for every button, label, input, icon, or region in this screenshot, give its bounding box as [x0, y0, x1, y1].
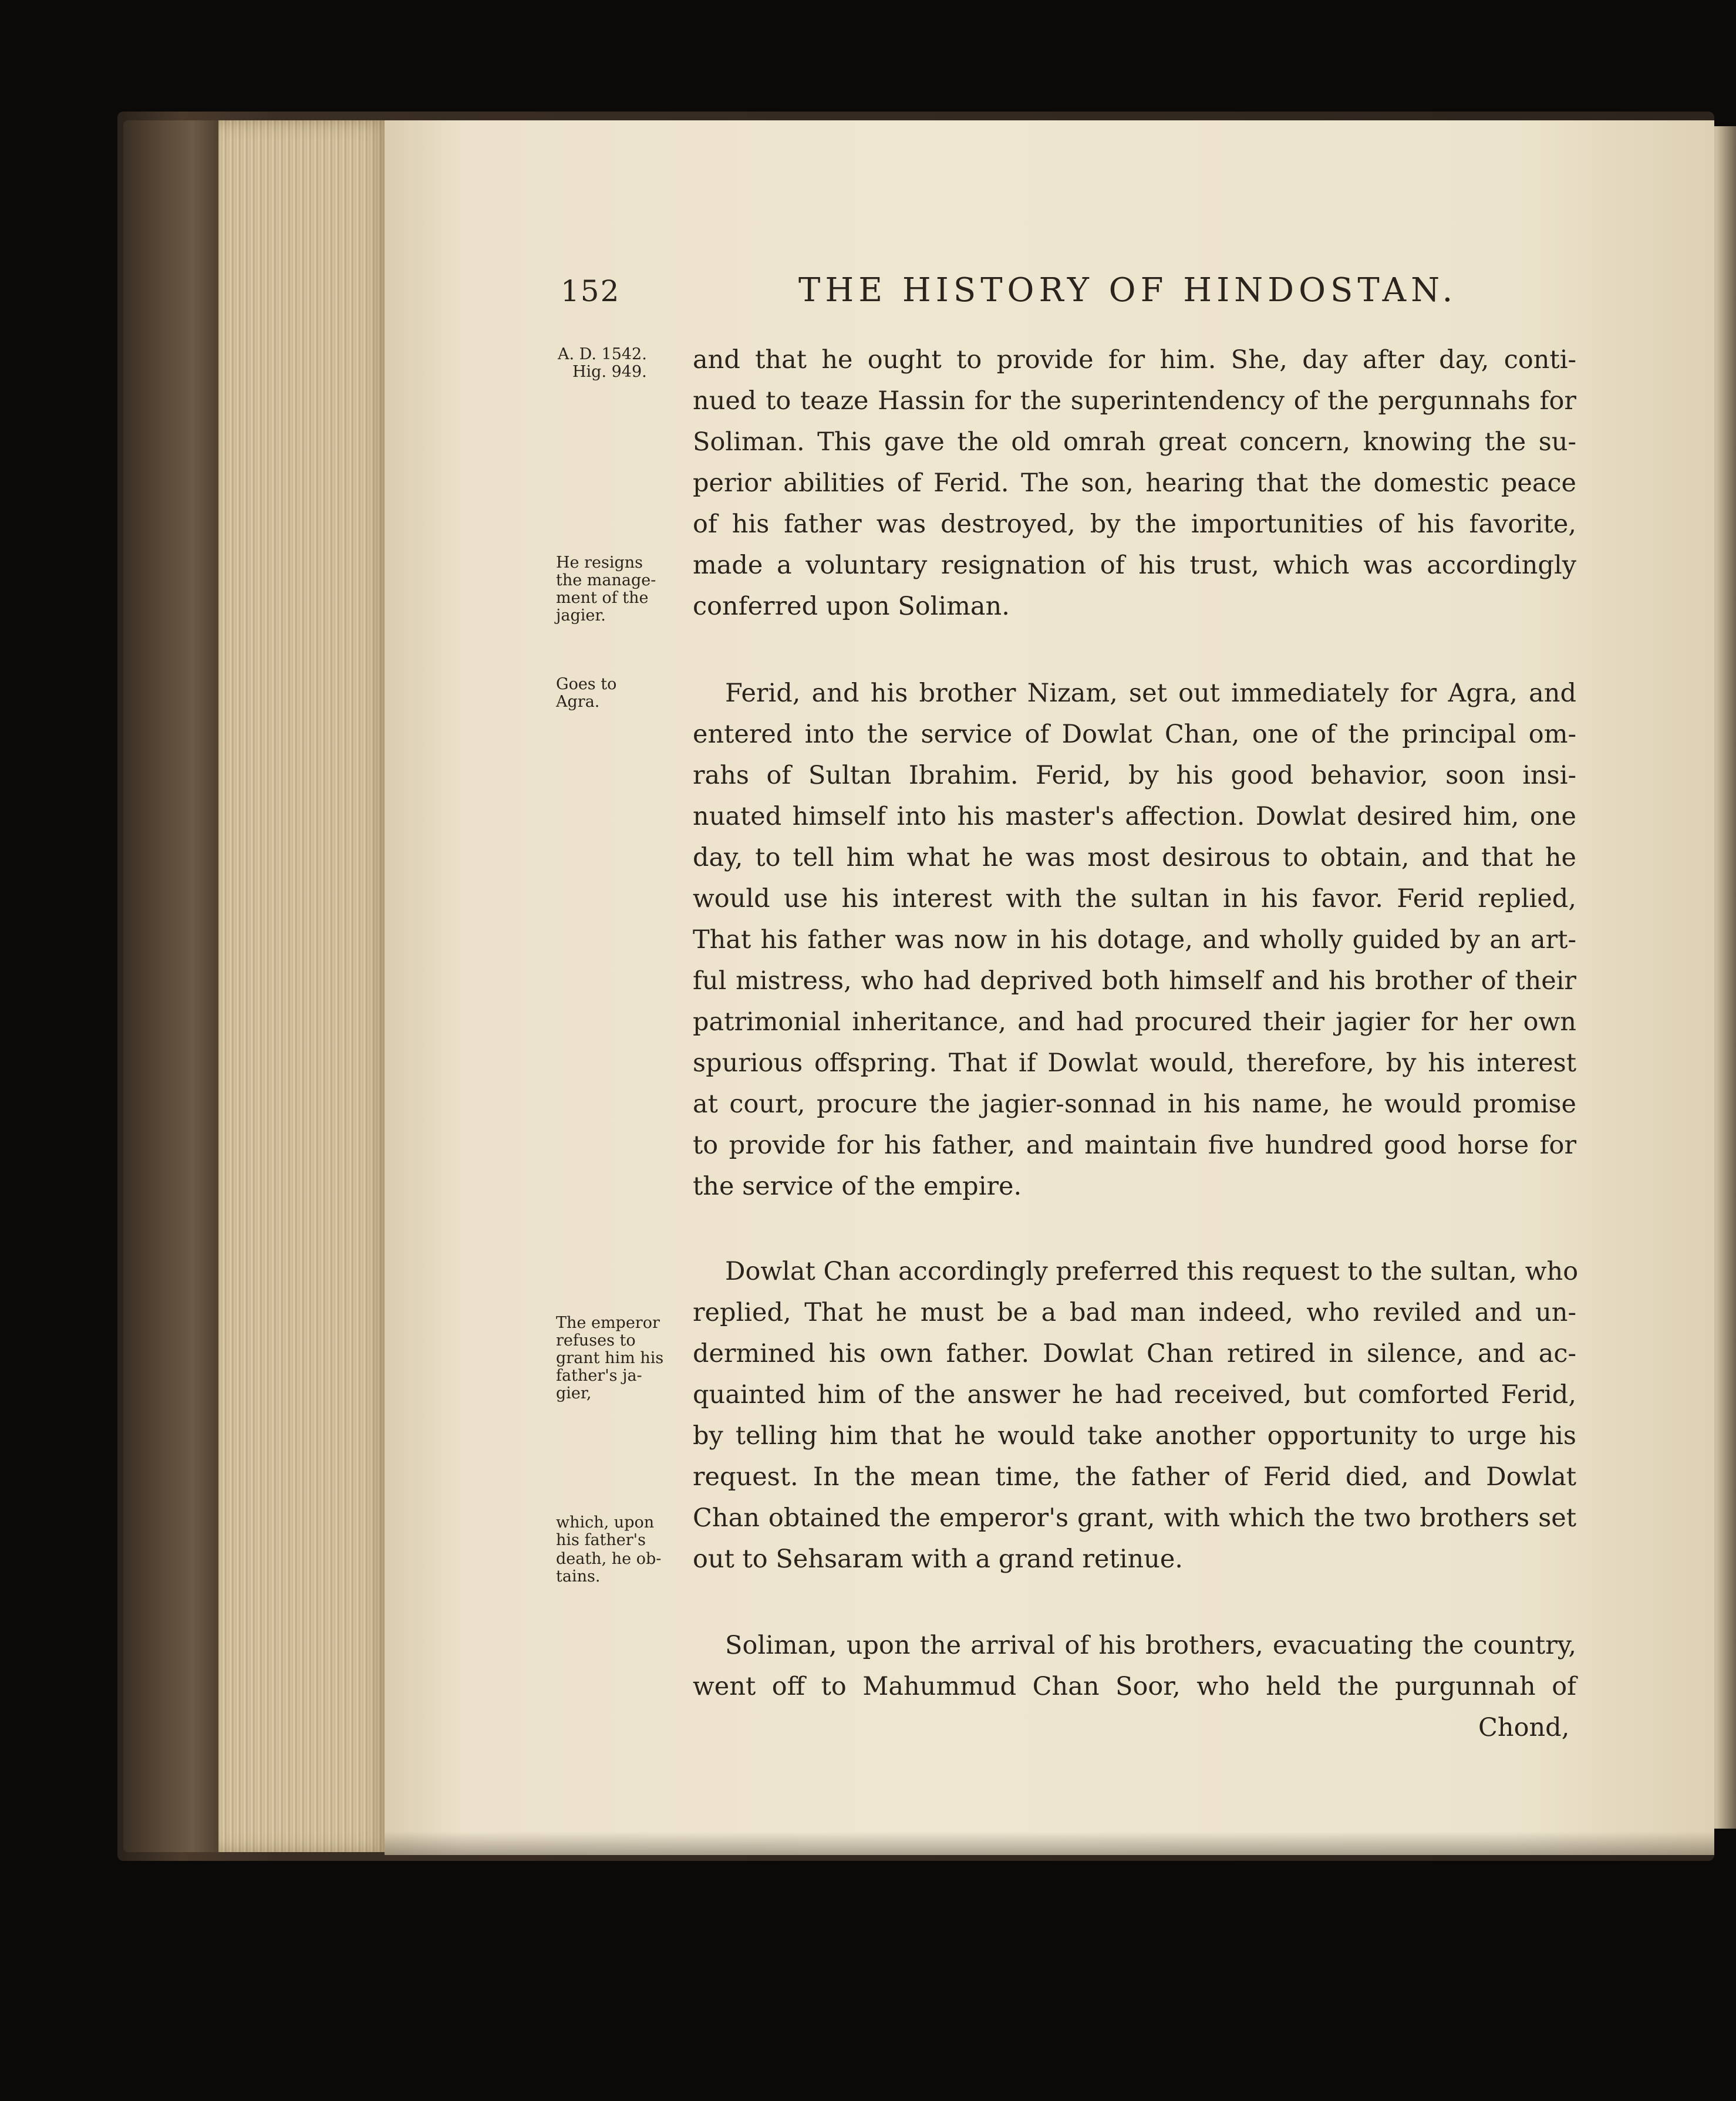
text-line: quainted him of the answer he had received, but comforted Ferid,	[693, 1380, 1576, 1409]
margin-note-obtains: which, upon	[556, 1513, 655, 1532]
text-line: Dowlat Chan accordingly preferred this request to the sultan, who	[725, 1257, 1579, 1286]
margin-note-emperor: gier,	[556, 1384, 592, 1402]
margin-note-emperor: refuses to	[556, 1331, 636, 1350]
margin-note-resigns: jagier.	[556, 606, 606, 625]
book-spine	[123, 120, 223, 1852]
text-line: Soliman. This gave the old omrah great concern, knowing the su-	[693, 427, 1576, 457]
margin-note-obtains: his father's	[556, 1531, 646, 1549]
text-line: Soliman, upon the arrival of his brothers, evacuating the country,	[725, 1631, 1576, 1660]
margin-note-agra: Agra.	[556, 693, 600, 711]
margin-note-emperor: father's ja-	[556, 1367, 642, 1385]
margin-note-date-year: A. D. 1542.	[558, 345, 647, 363]
text-line: by telling him that he would take another opportunity to urge his	[693, 1421, 1576, 1451]
margin-note-date-hijra: Hig. 949.	[572, 363, 647, 381]
text-line: dermined his own father. Dowlat Chan retired in silence, and ac-	[693, 1339, 1576, 1368]
margin-note-obtains: death, he ob-	[556, 1550, 662, 1568]
text-line: to provide for his father, and maintain five hundred good horse for	[693, 1131, 1576, 1160]
text-line: rahs of Sultan Ibrahim. Ferid, by his good behavior, soon insi-	[693, 761, 1576, 790]
text-line: That his father was now in his dotage, and wholly guided by an art-	[693, 925, 1576, 955]
text-line: and that he ought to provide for him. She, day after day, conti-	[693, 345, 1576, 375]
text-line: day, to tell him what he was most desirous to obtain, and that he	[693, 843, 1576, 872]
text-line: nuated himself into his master's affection. Dowlat desired him, one	[693, 802, 1576, 831]
margin-note-agra: Goes to	[556, 675, 617, 693]
text-line: perior abilities of Ferid. The son, hearing that the domestic peace	[693, 468, 1576, 498]
margin-note-obtains: tains.	[556, 1567, 601, 1586]
page-edges	[218, 120, 392, 1852]
text-line: Ferid, and his brother Nizam, set out immediately for Agra, and	[725, 679, 1576, 708]
text-line: nued to teaze Hassin for the superintendency of the pergunnahs for	[693, 386, 1576, 416]
text-line: out to Sehsaram with a grand retinue.	[693, 1544, 1183, 1574]
margin-note-emperor: grant him his	[556, 1349, 664, 1367]
text-line: would use his interest with the sultan in his favor. Ferid replied,	[693, 884, 1576, 913]
running-head: THE HISTORY OF HINDOSTAN.	[798, 271, 1458, 309]
text-line: went off to Mahummud Chan Soor, who held the purgunnah of	[693, 1672, 1576, 1701]
text-line: request. In the mean time, the father of Ferid died, and Dowlat	[693, 1462, 1576, 1492]
margin-note-resigns: ment of the	[556, 589, 649, 607]
text-line: patrimonial inheritance, and had procured their jagier for her own	[693, 1007, 1576, 1037]
text-line: of his father was destroyed, by the importunities of his favorite,	[693, 510, 1576, 539]
text-line: at court, procure the jagier-sonnad in his name, he would promise	[693, 1090, 1576, 1119]
text-line: Chan obtained the emperor's grant, with which the two brothers set	[693, 1503, 1576, 1533]
page-shadow	[385, 1832, 1714, 1855]
text-line: made a voluntary resignation of his trust, which was accordingly	[693, 551, 1576, 580]
text-line: ful mistress, who had deprived both himself and his brother of their	[693, 966, 1576, 996]
page-number: 152	[561, 274, 621, 308]
text-line: conferred upon Soliman.	[693, 592, 1010, 621]
margin-note-resigns: the manage-	[556, 571, 656, 589]
margin-note-emperor: The emperor	[556, 1314, 660, 1332]
text-line: entered into the service of Dowlat Chan, one of the principal om-	[693, 720, 1576, 749]
text-line: spurious offspring. That if Dowlat would, therefore, by his interest	[693, 1048, 1576, 1078]
text-line: replied, That he must be a bad man indeed, who reviled and un-	[693, 1298, 1576, 1327]
text-line: the service of the empire.	[693, 1172, 1022, 1201]
margin-note-resigns: He resigns	[556, 554, 643, 572]
catchword: Chond,	[1478, 1713, 1570, 1742]
